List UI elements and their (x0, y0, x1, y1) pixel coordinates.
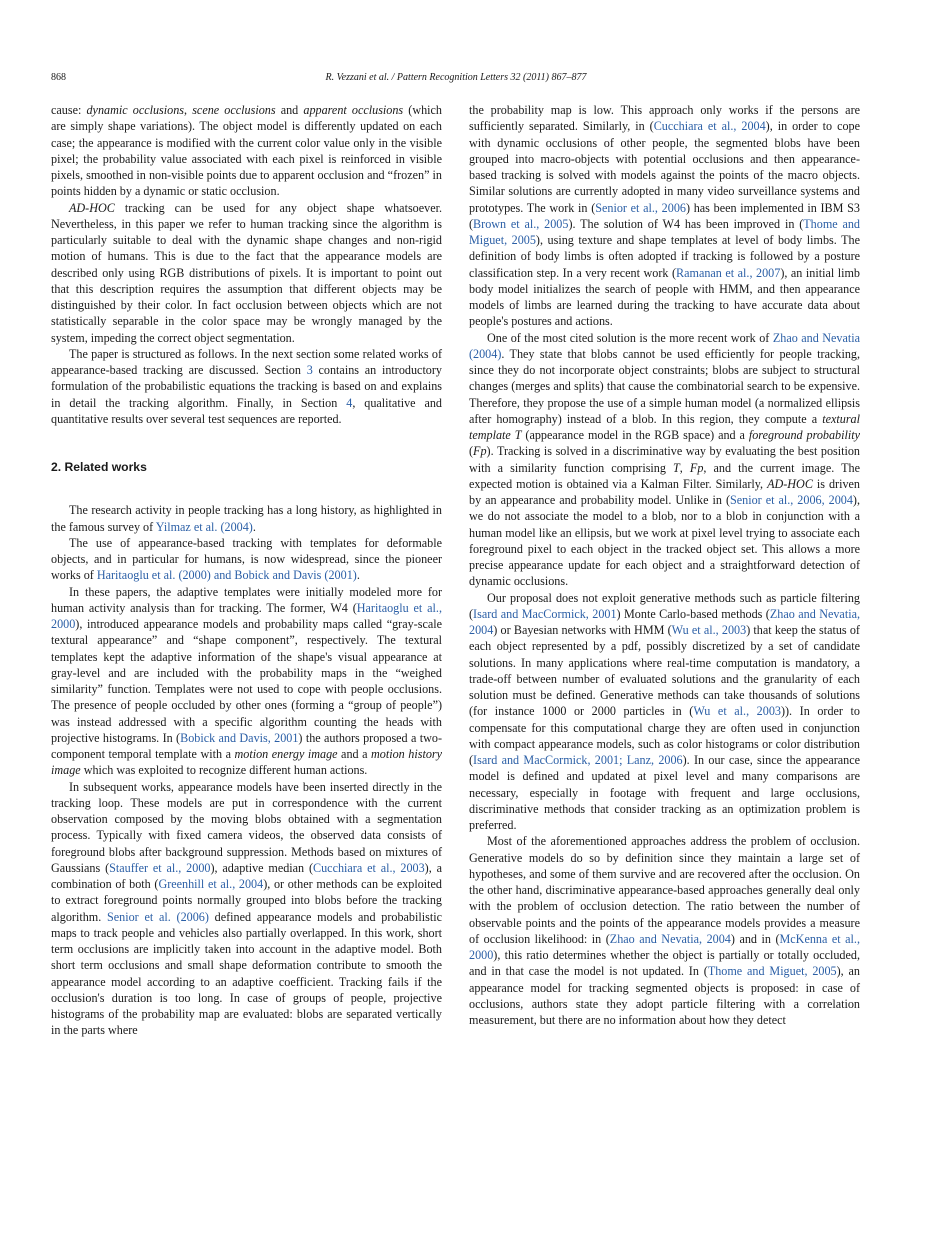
citation-link[interactable]: Senior et al., 2006 (595, 200, 686, 215)
citation-link[interactable]: Thome and Miguet, 2005 (469, 216, 861, 247)
right-column (469, 102, 860, 1028)
citation-link[interactable]: Bobick and Davis, 2001 (180, 730, 299, 745)
citation-link[interactable]: Thome and Miguet, 2005 (707, 964, 837, 979)
section-heading: 2. Related works (51, 460, 147, 474)
citation-link[interactable]: Wu et al., 2003 (671, 623, 747, 637)
citation-link[interactable]: Greenhill et al., 2004 (158, 877, 264, 891)
paragraph: Most of the aforementioned approaches address the problem of occlusion. Generative models do so by definition since they maintain a large set of hypotheses, and some of them survive and are recovered after the occlusion. On the other hand, discriminative appearance-based approaches generally deal only with the problem of occlusion detection. The ratio between the number of observable points and the points of the appearance models provides a measure of occlusion likelihood: in (Zhao and Nevatia, 2004) and in (McKenna et al., 2000), this ratio determines whether the object is partially or totally occluded, and in that case the model is not updated. In (Thome and Miguet, 2005), an appearance model for tracking segmented objects is proposed: in case of occlusions, authors state they adopt particle filtering with a correlation measurement, but there are no information about how they detect (469, 834, 860, 1027)
paragraph: The research activity in people tracking has a long history, as highlighted in the famous survey of Yilmaz et al. (2004). (51, 503, 442, 534)
paragraph: Our proposal does not exploit generative methods such as particle filtering (Isard and MacCormick, 2001) Monte Carlo-based methods (Zhao and Nevatia, 2004) or Bayesian networks with HMM (Wu et al., 2003) that keep the status of each object represented by a pdf, possibly discretized by a set of candidate solutions. In many applications where real-time computation is mandatory, a trade-off between number of evaluated solutions and the granularity of each solution must be defined. Generative methods can take thousands of solutions (for instance 1000 or 2000 particles in (Wu et al., 2003)). In order to compensate for this computational charge they are often used in conjunction with compact appearance models, such as color histograms or color distribution (Isard and MacCormick, 2001; Lanz, 2006). In our case, since the appearance model is defined and updated at pixel level and many comparisons are necessary, especially in footage with frequent and large occlusions, discriminative methods that consider tracking as an optimization problem is preferred. (469, 590, 860, 832)
citation-link[interactable]: Zhao and Nevatia (2004) (469, 330, 861, 361)
citation-link[interactable]: Senior et al., 2006, 2004 (729, 493, 853, 507)
citation-link[interactable]: Cucchiara et al., 2003 (313, 860, 425, 875)
citation-link[interactable]: Zhao and Nevatia, 2004 (469, 606, 860, 637)
citation-link[interactable]: Stauffer et al., 2000 (109, 860, 211, 875)
citation-link[interactable]: Wu et al., 2003 (693, 704, 781, 719)
citation-link[interactable]: Isard and MacCormick, 2001; Lanz, 2006 (473, 753, 683, 767)
page-header (51, 70, 861, 86)
page-number: 868 (51, 72, 66, 83)
citation-link[interactable]: Brown et al., 2005 (473, 216, 569, 231)
citation-link[interactable]: Isard and MacCormick, 2001 (473, 606, 617, 621)
paragraph: AD-HOC tracking can be used for any object shape whatsoever. Nevertheless, in this paper we refer to human tracking since the algorithm is particularly suitable to deal with the dynamic shape changes and non-rigid motion of humans. This is due to the fact that the appearance models are described only using RGB distributions of pixels. It is important to point out that this description requires the assumption that different objects may be distinguished by their color. In fact occlusion between objects which are not statistically separable in the color space may be wrongly managed by the system, impeding the correct object segmentation. (51, 200, 442, 345)
paragraph: the probability map is low. This approach only works if the persons are sufficiently separated. Similarly, in (Cucchiara et al., 2004), in order to cope with dynamic occlusions of other people, the segmented blobs have been grouped into macro-objects with potential occlusions and then appearance-based tracking is solved with models against the points of the macro objects. Similar solutions are currently adopted in many video surveillance systems and prototypes. The work in (Senior et al., 2006) has been implemented in IBM S3 (Brown et al., 2005). The solution of W4 has been improved in (Thome and Miguet, 2005), using texture and shape templates at level of body limbs. The definition of body limbs is often adopted if tracking is followed by a posture classification step. In a very recent work (Ramanan et al., 2007), an initial limb body model initializes the search of people with HMM, and then appearance models of limbs are learned during the tracking to have accurate data about people's postures and actions. (469, 103, 861, 329)
running-title: R. Vezzani et al. / Pattern Recognition Letters 32 (2011) 867–877 (325, 72, 587, 83)
section-link[interactable]: 4 (346, 395, 353, 410)
citation-link[interactable]: Ramanan et al., 2007 (676, 265, 781, 280)
citation-link[interactable]: McKenna et al., 2000 (469, 931, 860, 962)
citation-link[interactable]: Cucchiara et al., 2004 (653, 119, 766, 134)
citation-link[interactable]: Haritaoglu et al. (2000) and Bobick and Davis (2001) (96, 568, 357, 583)
paragraph: cause: dynamic occlusions, scene occlusions and apparent occlusions (which are simply shape variations). The object model is differently updated on each case; the appearance is modified with the current color value only in the visible pixel; the probability value associated with each pixel is reinforced in visible pixels, smoothed in non-visible points due to apparent occlusion and “frozen” in points hidden by a dynamic or static occlusion. (51, 103, 443, 199)
citation-link[interactable]: Senior et al. (2006) (107, 909, 209, 924)
citation-link[interactable]: Haritaoglu et al., 2000 (51, 600, 442, 631)
paragraph: One of the most cited solution is the more recent work of Zhao and Nevatia (2004). They state that blobs cannot be used efficiently for people tracking, since they do not incorporate object constraints; blobs are subject to structural changes (merges and splits) that cause the combinatorial search to be expensive. Therefore, they propose the use of a simple human model (a normalized ellipsis after homography) instead of a blob. In this region, they compute a textural template T (appearance model in the RGB space) and a foreground probability (Fp). Tracking is solved in a discriminative way by evaluating the best position with a similarity function comprising T, Fp, and the current image. The expected motion is obtained via a Kalman Filter. Similarly, AD-HOC is driven by an appearance and probability model. Unlike in (Senior et al., 2006, 2004), we do not associate the model to a blob, nor to a blob in conjunction with a human model like an ellipsis, but we work at pixel level trying to associate each foreground pixel to each object in the tracked object set. This allows a more precise appearance update for each object and a straightforward detection of dynamic occlusions. (469, 330, 861, 589)
citation-link[interactable]: Zhao and Nevatia, 2004 (609, 931, 731, 946)
citation-link[interactable]: Yilmaz et al. (2004) (155, 519, 253, 534)
paragraph: In subsequent works, appearance models have been inserted directly in the tracking loop. These models are put in correspondence with the current observation composed by the moving blobs obtained with a segmentation process. Typically with fixed camera videos, the observed data consists of foreground blobs after background suppression. Methods based on mixtures of Gaussians (Stauffer et al., 2000), adaptive median (Cucchiara et al., 2003), a combination of both (Greenhill et al., 2004), or other methods can be exploited to extract foreground points normally grouped into blobs before the tracking algorithm. Senior et al. (2006) defined appearance models and probabilistic maps to track people and vehicles also partially overlapped. In this work, short term occlusions are implicitly taken into account in the adaptive model. Both short term occlusions and small shape deformation contribute to smooth the appearance model according to an adaptive coefficient. Tracking fails if the occlusion's duration is too long. In case of groups of people, projective histograms of the probability map are evaluated: blobs are separated vertically in the parts where (51, 779, 442, 1038)
section-link[interactable]: 3 (306, 363, 313, 377)
paragraph: The use of appearance-based tracking with templates for deformable objects, and in particular for humans, is now widespread, since the pioneer works of Haritaoglu et al. (2000) and Bobick and Davis (2001). (51, 535, 442, 583)
paragraph: The paper is structured as follows. In the next section some related works of appearance-based tracking are discussed. Section 3 contains an introductory formulation of the probabilistic equations the tracking is based on and explains in detail the tracking algorithm. Finally, in Section 4, qualitative and quantitative results over several test sequences are reported. (51, 346, 442, 426)
paragraph: In these papers, the adaptive templates were initially modeled more for human activity analysis than for tracking. The former, W4 (Haritaoglu et al., 2000), introduced appearance models and probability maps called “gray-scale textural appearance” and “shape component”, respectively. The textural templates kept the adaptive information of the shape's visual appearance at gray-level and are included with the probability maps in the “weighed similarity” function. Templates were not used to cope with people occlusions. The presence of people occluded by other ones (forming a “group of people”) was instead addressed with a specific algorithm counting the heads with projective histograms. In (Bobick and Davis, 2001) the authors proposed a two-component temporal template with a motion energy image and a motion history image which was exploited to recognize different human actions. (51, 584, 443, 778)
left-column (51, 102, 442, 1039)
